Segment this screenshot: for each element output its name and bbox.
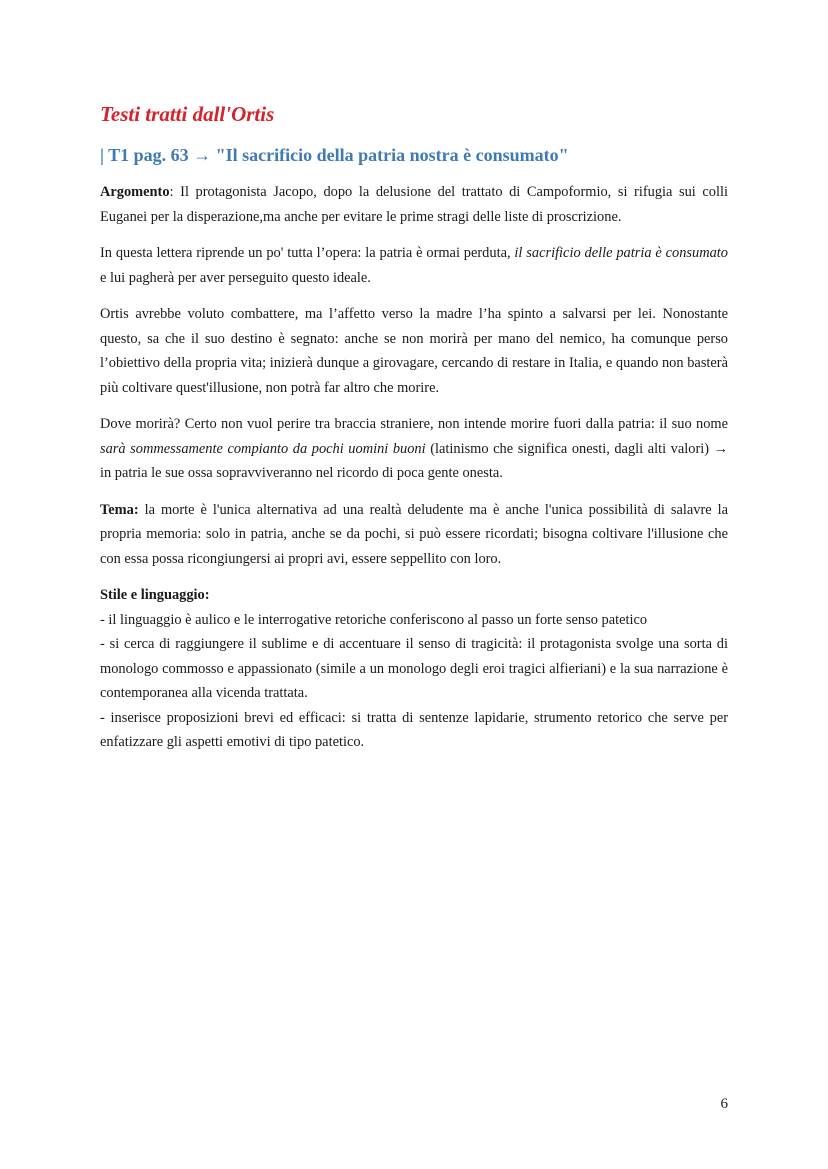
stile-item: - si cerca di raggiungere il sublime e di accentuare il senso di tragicità: il protagonista svolge una sorta di monologo commosso e appassionato (simile a un monologo degli eroi tragici alfieriani) e la sua narrazione è contemporanea alla vicenda trattata.	[100, 636, 728, 701]
tema-label: Tema:	[100, 501, 139, 518]
tema-text: la morte è l'unica alternativa ad una realtà deludente ma è anche l'unica possibilità di salavre la propria memoria: solo in patria, anche se da pochi, si può essere ricordati; bisogna coltivare l'illusione che con essa possa ricongiungersi ai propri avi, essere seppellito con loro.	[100, 501, 728, 567]
paragraph-morte	[100, 412, 728, 486]
page-number: 6	[720, 1096, 728, 1112]
section-title: | T1 pag. 63 → "Il sacrificio della patria nostra è consumato"	[100, 145, 569, 165]
italic-quote: sarà sommessamente compianto da pochi uomini buoni	[100, 440, 426, 457]
argomento-label: Argomento	[100, 184, 170, 200]
stile-heading: Stile e linguaggio:	[100, 587, 210, 603]
paragraph-lettera	[100, 241, 728, 290]
stile-item: - inserisce proposizioni brevi ed efficaci: si tratta di sentenze lapidarie, strumento retorico che serve per enfatizzare gli aspetti emotivi di tipo patetico.	[100, 709, 728, 750]
paragraph-text: (latinismo che significa onesti, dagli alti valori) → in patria le sue ossa sopravviveranno nel ricordo di poca gente onesta.	[100, 440, 728, 481]
paragraph-tema	[100, 498, 728, 572]
italic-quote: il sacrificio delle patria è consumato	[514, 245, 728, 261]
document-title: Testi tratti dall'Ortis	[100, 102, 275, 126]
page-content	[100, 100, 728, 755]
paragraph-ortis: Ortis avrebbe voluto combattere, ma l’affetto verso la madre l’ha spinto a salvarsi per lei. Nonostante questo, sa che il suo destino è segnato: anche se non morirà per mano del nemico, ha comunque perso l’obiettivo della propria vita; inizierà dunque a girovagare, cercando di restare in Italia, e quando non basterà più coltivare quest'illusione, non potrà far altro che morire.	[100, 306, 728, 396]
paragraph-text: In questa lettera riprende un po' tutta l’opera: la patria è ormai perduta,	[100, 245, 515, 261]
stile-section	[100, 583, 728, 755]
paragraph-text: e lui pagherà per aver perseguito questo ideale.	[100, 269, 371, 286]
stile-item: - il linguaggio è aulico e le interrogative retoriche conferiscono al passo un forte senso patetico	[100, 611, 648, 628]
paragraph-text: Dove morirà? Certo non vuol perire tra braccia straniere, non intende morire fuori dalla patria: il suo nome	[100, 416, 728, 432]
paragraph-argomento	[100, 180, 728, 229]
argomento-text: : Il protagonista Jacopo, dopo la delusione del trattato di Campoformio, si rifugia sui colli Euganei per la disperazione,ma anche per evitare le prime stragi delle liste di proscrizione.	[100, 184, 728, 225]
